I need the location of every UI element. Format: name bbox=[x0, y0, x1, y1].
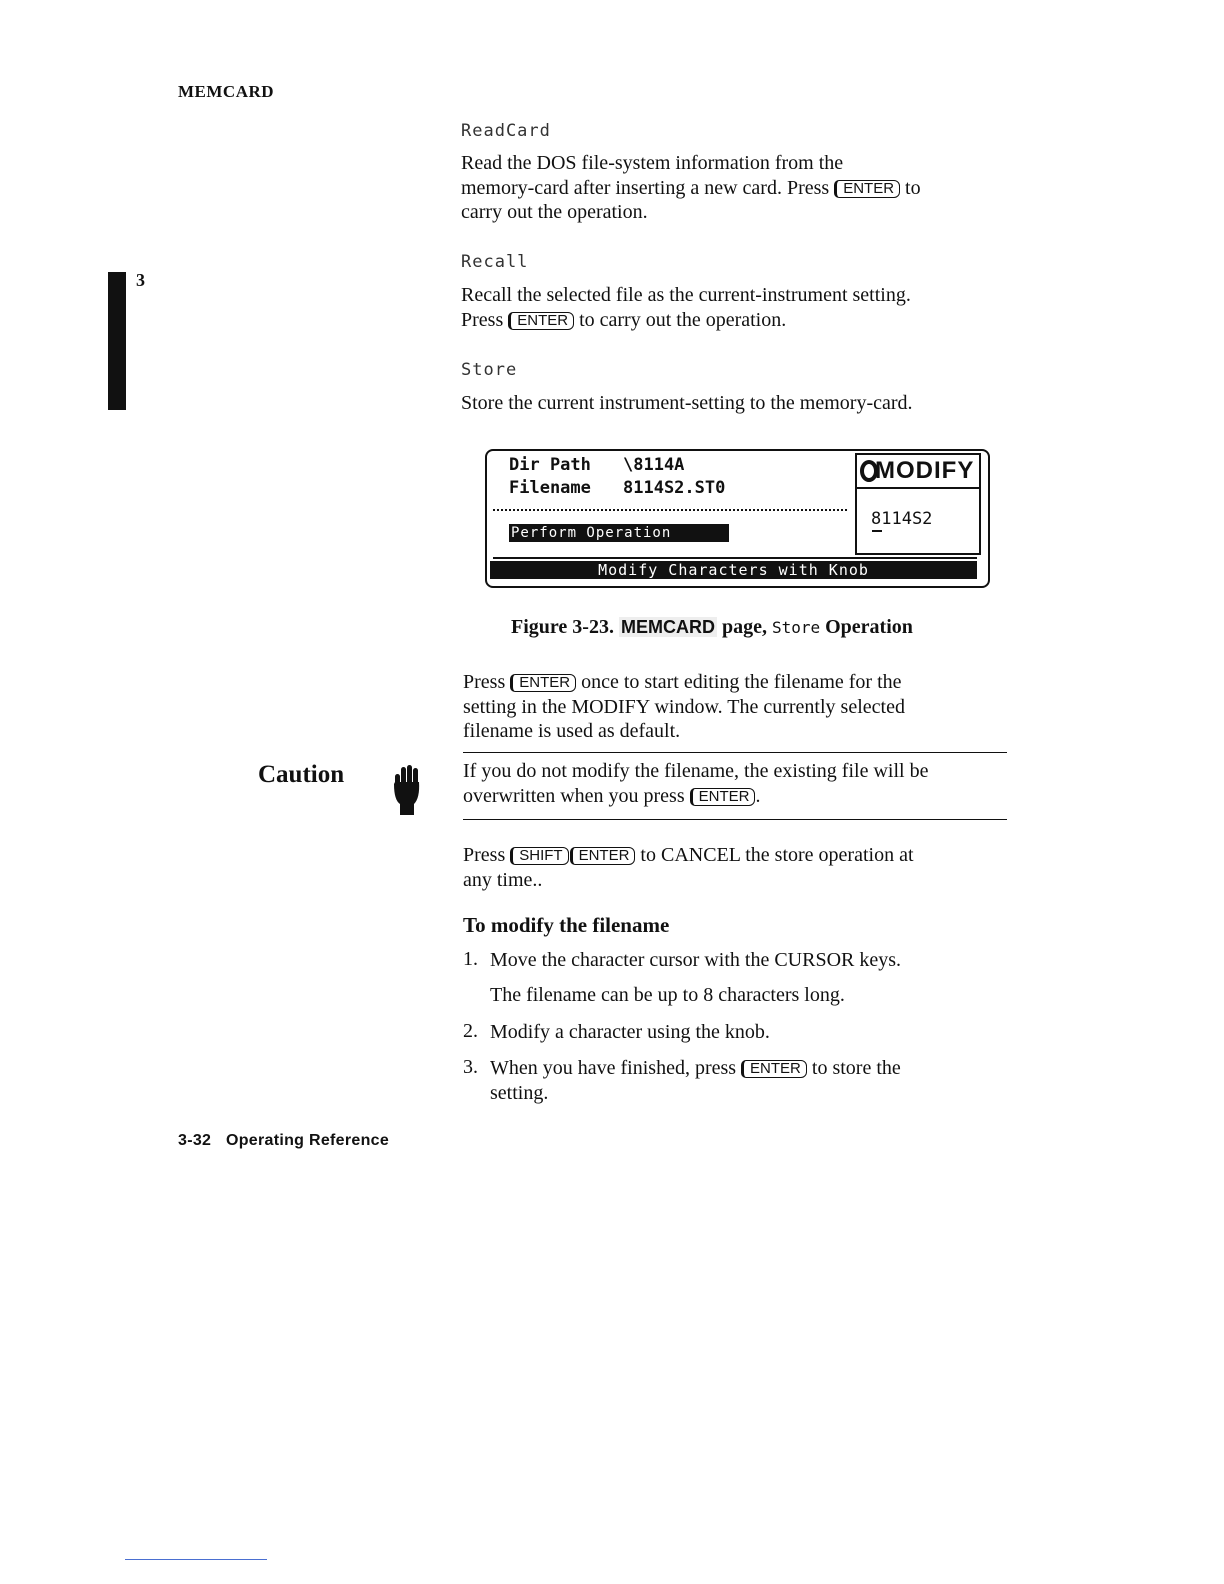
modify-window bbox=[855, 453, 981, 555]
enter-key-icon: ENTER bbox=[510, 674, 576, 692]
step-number: 2. bbox=[463, 1020, 478, 1042]
bottom-rule bbox=[125, 1559, 267, 1560]
cancel-paragraph bbox=[463, 843, 1023, 892]
cancel-text: to CANCEL the store operation at bbox=[640, 844, 914, 866]
character-cursor bbox=[872, 530, 882, 532]
step-3-text-part: to store the bbox=[811, 1057, 901, 1079]
cancel-text: Press bbox=[463, 844, 506, 866]
procedure-heading: To modify the filename bbox=[463, 913, 670, 937]
figure-caption-middle: page, bbox=[721, 616, 767, 638]
step-1-note: The filename can be up to 8 characters long. bbox=[490, 984, 845, 1006]
recall-paragraph bbox=[461, 283, 1021, 332]
chapter-tab-number: 3 bbox=[136, 270, 145, 290]
step-2-text: Modify a character using the knob. bbox=[490, 1021, 770, 1043]
store-term: Store bbox=[461, 360, 518, 380]
edit-line-2: setting in the MODIFY window. The currently selected bbox=[463, 695, 905, 718]
shift-key-icon: SHIFT bbox=[510, 847, 568, 865]
status-bar: Modify Characters with Knob bbox=[490, 561, 977, 579]
modify-window-value: 8114S2 bbox=[871, 509, 933, 529]
caution-text-part: overwritten when you press bbox=[463, 784, 685, 807]
filename-label: Filename bbox=[509, 478, 591, 498]
enter-key-icon: ENTER bbox=[834, 180, 900, 198]
modify-window-header bbox=[857, 455, 979, 489]
recall-term: Recall bbox=[461, 252, 529, 272]
readcard-term: ReadCard bbox=[461, 121, 551, 141]
readcard-line-3: carry out the operation. bbox=[461, 201, 648, 223]
step-3-text bbox=[490, 1056, 1010, 1105]
dir-path-value: \8114A bbox=[623, 455, 685, 475]
memcard-screen-figure bbox=[485, 449, 990, 588]
dir-path-label: Dir Path bbox=[509, 455, 591, 475]
caution-rule-top bbox=[463, 752, 1007, 753]
enter-key-icon: ENTER bbox=[508, 312, 574, 330]
page-number: 3-32 bbox=[178, 1132, 212, 1149]
filename-value: 8114S2.ST0 bbox=[623, 478, 726, 498]
caution-line-1: If you do not modify the filename, the existing file will be bbox=[463, 760, 929, 782]
cancel-line-2: any time.. bbox=[463, 868, 543, 891]
edit-text: once to start editing the filename for the bbox=[581, 671, 902, 693]
modify-window-title: MODIFY bbox=[875, 457, 975, 484]
figure-page-name: MEMCARD bbox=[620, 617, 715, 637]
edit-filename-paragraph bbox=[463, 670, 1023, 744]
caution-text-part: . bbox=[755, 784, 761, 807]
recall-line-2 bbox=[461, 308, 1021, 333]
figure-caption-end: Operation bbox=[825, 616, 913, 638]
status-rule bbox=[493, 557, 977, 559]
caution-rule-bottom bbox=[463, 819, 1007, 820]
edit-line-3: filename is used as default. bbox=[463, 720, 681, 742]
step-3-text-part: When you have finished, press bbox=[490, 1057, 737, 1079]
readcard-line-1: Read the DOS file-system information from the bbox=[461, 152, 844, 174]
step-number: 1. bbox=[463, 948, 478, 970]
page-footer bbox=[178, 1132, 389, 1150]
cancel-line-1 bbox=[463, 843, 1023, 868]
figure-number: Figure 3-23. bbox=[511, 616, 614, 638]
readcard-text: memory-card after inserting a new card. Press bbox=[461, 176, 830, 199]
caution-hand-icon bbox=[392, 764, 422, 816]
caution-label: Caution bbox=[258, 761, 345, 788]
running-head: MEMCARD bbox=[178, 82, 275, 101]
step-1-text: Move the character cursor with the CURSOR keys. bbox=[490, 949, 902, 971]
enter-key-icon: ENTER bbox=[741, 1060, 807, 1078]
store-paragraph: Store the current instrument-setting to the memory-card. bbox=[461, 392, 913, 414]
recall-text: to carry out the operation. bbox=[579, 308, 787, 331]
edit-line-1 bbox=[463, 670, 1023, 695]
perform-operation-field: Perform Operation bbox=[509, 524, 729, 542]
recall-line-1: Recall the selected file as the current-instrument setting. bbox=[461, 284, 911, 306]
figure-caption-term: Store bbox=[771, 618, 821, 637]
step-3-line-2: setting. bbox=[490, 1081, 549, 1104]
dotted-separator bbox=[493, 509, 847, 511]
step-number: 3. bbox=[463, 1056, 478, 1078]
edit-text: Press bbox=[463, 671, 506, 693]
caution-line-2 bbox=[463, 784, 1023, 809]
readcard-text: to bbox=[905, 176, 921, 199]
recall-text: Press bbox=[461, 308, 504, 331]
readcard-paragraph bbox=[461, 151, 1021, 225]
caution-text bbox=[463, 759, 1023, 808]
enter-key-icon: ENTER bbox=[690, 788, 756, 806]
chapter-tab-bar bbox=[108, 272, 126, 410]
step-3-line-1 bbox=[490, 1056, 1010, 1081]
figure-caption bbox=[511, 616, 913, 639]
readcard-line-2 bbox=[461, 176, 1021, 201]
footer-title: Operating Reference bbox=[225, 1132, 390, 1149]
enter-key-icon: ENTER bbox=[570, 847, 636, 865]
